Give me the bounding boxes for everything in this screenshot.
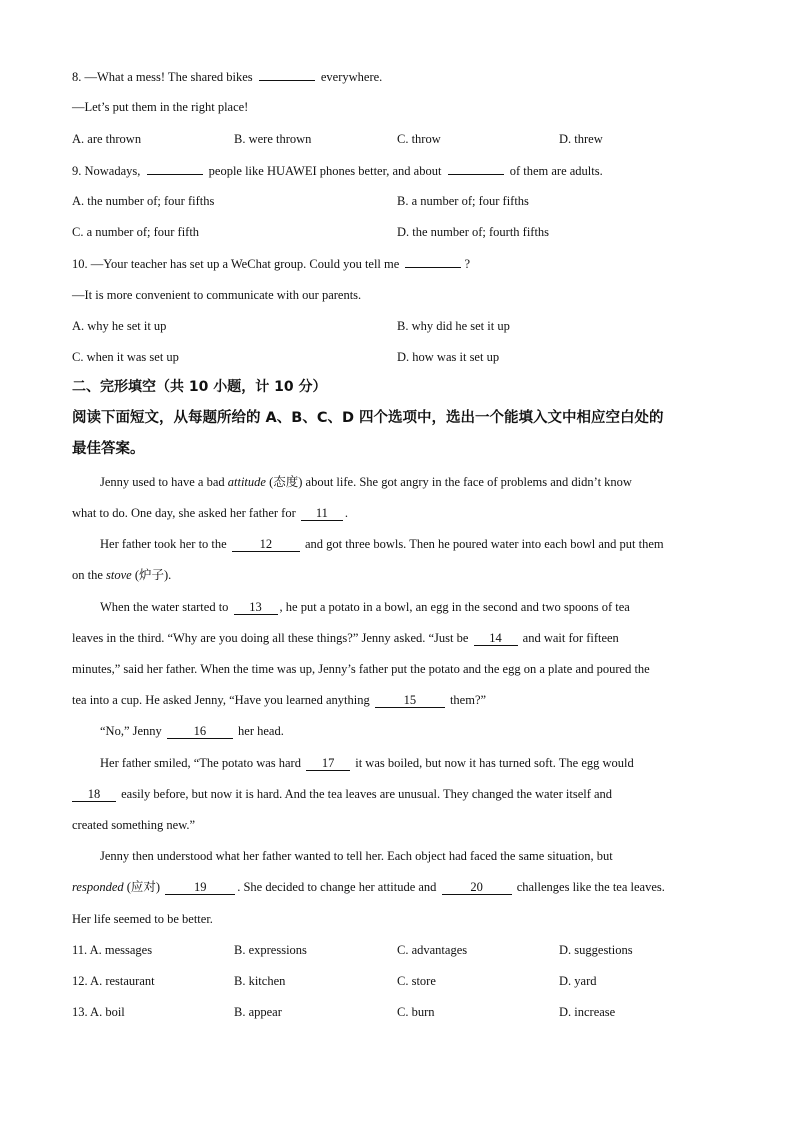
passage-text: them?” [449,693,487,707]
passage-text: her head. [238,724,284,738]
question-10-text-b: ? [464,257,470,271]
question-10-option-c: C. when it was set up [72,350,179,364]
passage-text: , he put a potato in a bowl, an egg in the second and two spoons of tea [279,600,630,614]
passage-line-9 [100,723,284,739]
question-10-option-b: B. why did he set it up [397,319,510,333]
passage-text: (态度) about life. She got angry in the face of problems and didn’t know [269,475,632,489]
passage-text: on the [72,568,103,582]
passage-text: (炉子). [134,568,172,582]
question-9-option-a: A. the number of; four fifths [72,194,215,208]
passage-text: and got three bowls. Then he poured water into each bowl and put them [304,537,664,551]
question-10-option-a: A. why he set it up [72,319,167,333]
passage-text: Her father smiled, “The potato was hard [100,756,301,770]
question-13-option-d: D. increase [559,1005,616,1019]
passage-italic-word: responded [72,880,124,894]
section-title: 二、完形填空（共 10 小题，计 10 分） [72,379,327,395]
question-8-reply: —Let’s put them in the right place! [72,100,249,114]
question-10-option-d: D. how was it set up [397,350,500,364]
question-12-option-a: 12. A. restaurant [72,974,155,988]
question-9-option-b: B. a number of; four fifths [397,194,529,208]
question-8-text-b: everywhere. [320,70,383,84]
passage-text: challenges like the tea leaves. [516,880,665,894]
blank-15: 15 [375,693,445,708]
blank-14: 14 [474,631,518,646]
passage-text: When the water started to [100,600,229,614]
passage-line-4 [72,567,171,583]
passage-text: . She decided to change her attitude and [237,880,437,894]
blank-18: 18 [72,787,116,802]
question-11-option-c: C. advantages [397,943,468,957]
question-10-stem [72,255,470,272]
question-8-option-a: A. are thrown [72,132,142,146]
section-instruction-1: 阅读下面短文，从每题所给的 A、B、C、D 四个选项中，选出一个能填入文中相应空白处的 [72,410,664,426]
question-9-blank-1 [147,162,203,175]
blank-19: 19 [165,880,235,895]
passage-line-11 [72,786,612,802]
passage-text: “No,” Jenny [100,724,162,738]
passage-line-7: minutes,” said her father. When the time was up, Jenny’s father put the potato and the egg on a plate and poured the [72,662,650,676]
passage-line-2 [72,505,348,521]
blank-11: 11 [301,506,343,521]
question-9-text-b: people like HUAWEI phones better, and about [208,164,442,178]
question-9-option-d: D. the number of; fourth fifths [397,225,550,239]
section-instruction-2: 最佳答案。 [72,441,145,457]
question-9-option-c: C. a number of; four fifth [72,225,200,239]
passage-text: Jenny used to have a bad [100,475,225,489]
passage-line-13: Jenny then understood what her father wanted to tell her. Each object had faced the same situation, but [100,849,613,863]
passage-italic-word: attitude [227,475,266,489]
blank-16: 16 [167,724,233,739]
passage-italic-word: stove [106,568,132,582]
passage-text: leaves in the third. “Why are you doing all these things?” Jenny asked. “Just be [72,631,469,645]
passage-text: tea into a cup. He asked Jenny, “Have you learned anything [72,693,370,707]
question-9-text-a: 9. Nowadays, [72,164,141,178]
passage-text: easily before, but now it is hard. And the tea leaves are unusual. They changed the water itself and [121,787,613,801]
question-8-option-d: D. threw [559,132,603,146]
passage-line-10 [100,755,634,771]
passage-line-15: Her life seemed to be better. [72,912,213,926]
passage-line-1 [100,474,632,490]
question-8-option-c: C. throw [397,132,441,146]
question-10-text-a: 10. —Your teacher has set up a WeChat group. Could you tell me [72,257,400,271]
question-12-option-d: D. yard [559,974,597,988]
passage-line-8 [72,692,486,708]
question-11-option-d: D. suggestions [559,943,633,957]
passage-text: Her father took her to the [100,537,227,551]
passage-line-6 [72,630,619,646]
passage-line-5 [100,599,630,615]
question-13-option-a: 13. A. boil [72,1005,125,1019]
question-11-option-a: 11. A. messages [72,943,153,957]
question-9-stem [72,162,603,179]
passage-text: what to do. One day, she asked her father for [72,506,296,520]
passage-line-14 [72,879,665,895]
passage-text: it was boiled, but now it has turned soft. The egg would [355,756,634,770]
blank-20: 20 [442,880,512,895]
question-13-option-b: B. appear [234,1005,282,1019]
blank-12: 12 [232,537,300,552]
question-12-option-b: B. kitchen [234,974,286,988]
question-12-option-c: C. store [397,974,436,988]
question-13-option-c: C. burn [397,1005,435,1019]
question-8-stem [72,68,382,85]
passage-text: (应对) [126,880,161,894]
passage-text: and wait for fifteen [522,631,619,645]
question-8-option-b: B. were thrown [234,132,312,146]
question-11-option-b: B. expressions [234,943,307,957]
question-9-text-c: of them are adults. [509,164,603,178]
question-10-blank [405,255,461,268]
question-8-blank [259,68,315,81]
question-9-blank-2 [448,162,504,175]
passage-line-3 [100,536,664,552]
passage-line-12: created something new.” [72,818,196,832]
question-10-reply: —It is more convenient to communicate with our parents. [72,288,362,302]
blank-17: 17 [306,756,350,771]
passage-text: . [344,506,349,520]
blank-13: 13 [234,600,278,615]
question-8-text-a: 8. —What a mess! The shared bikes [72,70,253,84]
